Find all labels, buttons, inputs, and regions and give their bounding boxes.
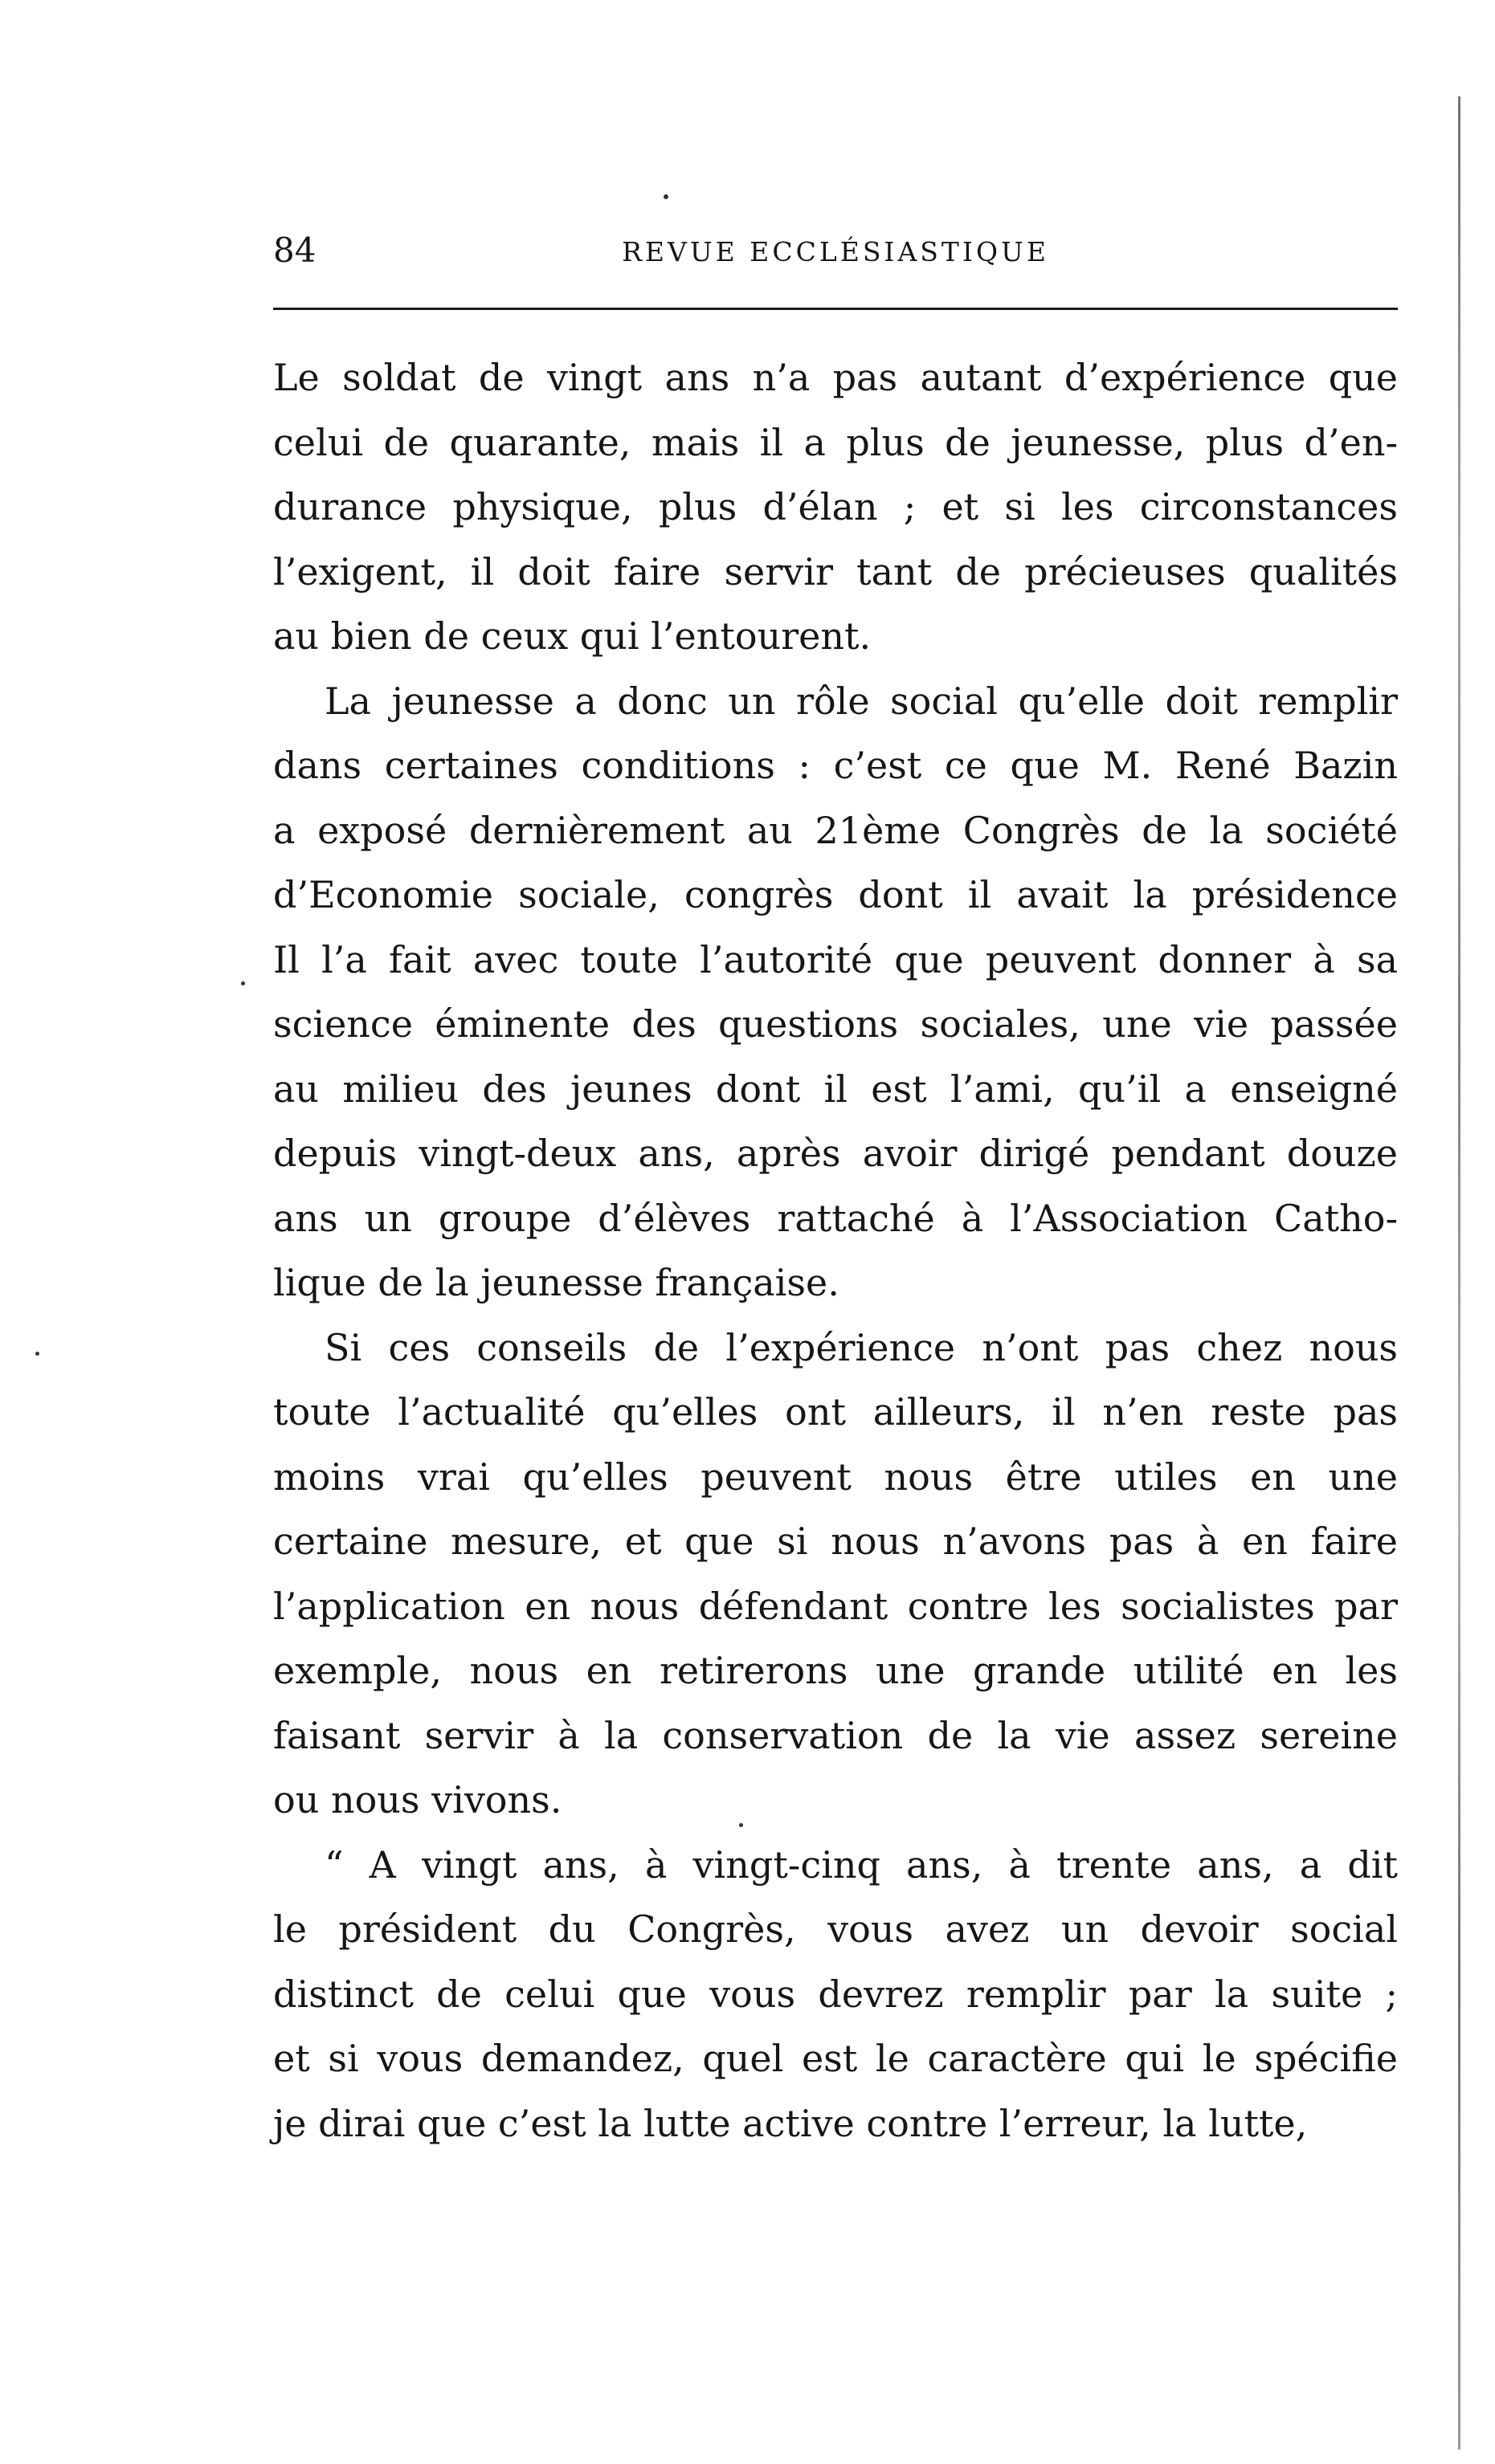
ink-speck (664, 194, 668, 199)
text-line: distinct de celui que vous devrez remplir par la suite ; (273, 1972, 1398, 2016)
paragraph (273, 669, 1398, 1316)
text-line: d’Economie sociale, congrès dont il avait la présidence (273, 873, 1398, 916)
text-line: exemple, nous en retirerons une grande utilité en les (273, 1649, 1398, 1692)
text-line: depuis vingt-deux ans, après avoir dirigé pendant douze (273, 1132, 1398, 1175)
text-line: au milieu des jeunes dont il est l’ami, qu’il a enseigné (273, 1067, 1398, 1111)
text-line: ou nous vivons. (273, 1778, 562, 1821)
text-line: le président du Congrès, vous avez un devoir social (273, 1907, 1398, 1951)
text-line: Il l’a fait avec toute l’autorité que peuvent donner à sa (273, 937, 1398, 981)
running-title: REVUE ECCLÉSIASTIQUE (622, 236, 1049, 267)
text-line: certaine mesure, et que si nous n’avons pas à en faire (273, 1520, 1398, 1563)
ink-speck (241, 981, 245, 985)
text-line: lique de la jeunesse française. (273, 1261, 839, 1304)
text-line: durance physique, plus d’élan ; et si les circonstances (273, 485, 1398, 528)
text-line: science éminente des questions sociales, une vie passée (273, 1002, 1398, 1046)
text-line: l’application en nous défendant contre les socialistes par (273, 1584, 1398, 1628)
text-line: a exposé dernièrement au 21ème Congrès de la société (273, 808, 1398, 852)
ink-speck (35, 1352, 39, 1356)
body-text (273, 345, 1398, 2156)
paragraph (273, 1316, 1398, 1833)
text-line: Le soldat de vingt ans n’a pas autant d’expérience que (273, 356, 1398, 399)
text-line: et si vous demandez, quel est le caractère qui le spécifie (273, 2037, 1398, 2080)
paragraph (273, 1833, 1398, 2156)
header-rule (273, 308, 1398, 310)
text-line: toute l’actualité qu’elles ont ailleurs, il n’en reste pas (273, 1390, 1398, 1434)
text-line: La jeunesse a donc un rôle social qu’elle doit remplir (325, 679, 1398, 723)
text-line: moins vrai qu’elles peuvent nous être utiles en une (273, 1454, 1398, 1499)
text-line: dans certaines conditions : c’est ce que M. René Bazin (273, 744, 1398, 787)
text-line: Si ces conseils de l’expérience n’ont pas chez nous (325, 1325, 1398, 1369)
text-line: au bien de ceux qui l’entourent. (273, 614, 872, 658)
page-header (273, 226, 1398, 278)
page-edge-shadow (1458, 96, 1460, 2450)
text-line: “ A vingt ans, à vingt-cinq ans, à trente ans, a dit (325, 1842, 1398, 1887)
page-number: 84 (273, 230, 317, 270)
text-line: l’exigent, il doit faire servir tant de précieuses qualités (273, 549, 1398, 594)
text-line: faisant servir à la conservation de la vie assez sereine (273, 1713, 1398, 1757)
text-line: je dirai que c’est la lutte active contre l’erreur, la lutte, (273, 2101, 1308, 2145)
text-line: ans un groupe d’élèves rattaché à l’Association Catho- (273, 1196, 1398, 1240)
paragraph (273, 345, 1398, 669)
text-line: celui de quarante, mais il a plus de jeunesse, plus d’en- (273, 420, 1398, 464)
